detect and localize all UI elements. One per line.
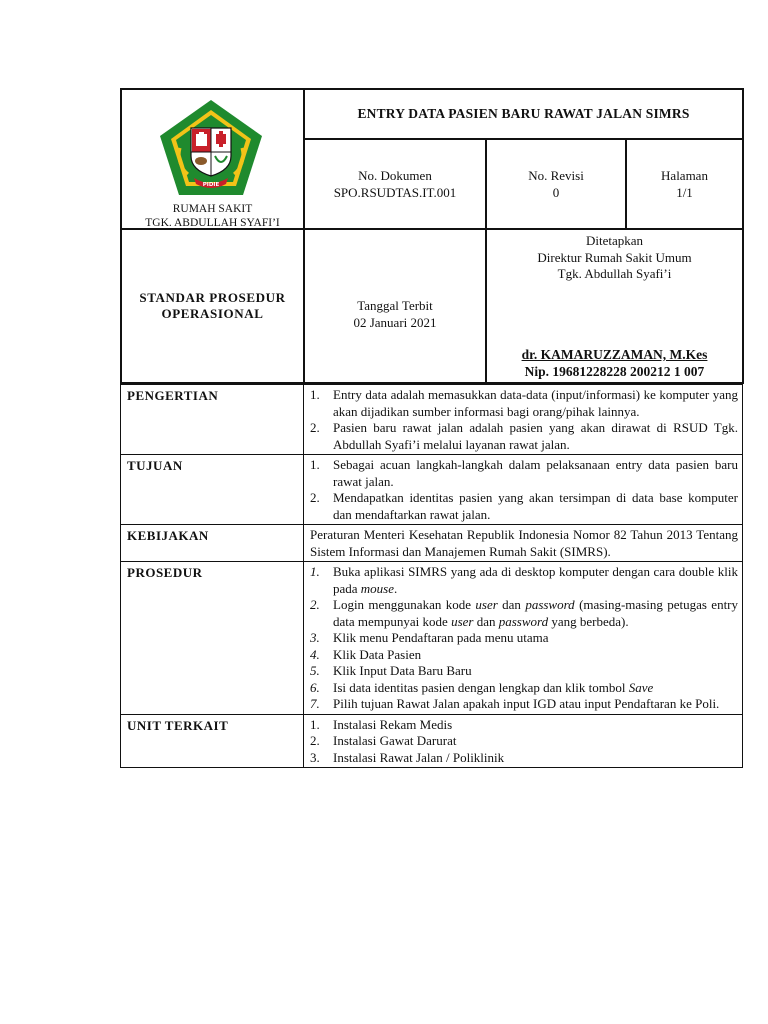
ditetapkan-cell (486, 229, 743, 383)
list-item: 5. Klik Input Data Baru Baru (310, 663, 472, 678)
tanggal-terbit-label: Tanggal Terbit (357, 298, 433, 313)
list-item: 4. Klik Data Pasien (310, 646, 422, 662)
pengertian-label: PENGERTIAN (121, 385, 304, 455)
list-item: 3. Klik menu Pendaftaran pada menu utama (310, 630, 549, 645)
section-tujuan (121, 455, 743, 525)
spo-label-line2: OPERASIONAL (161, 306, 264, 321)
no-revisi-value: 0 (552, 184, 560, 200)
logo-cell (121, 89, 304, 229)
halaman-cell (626, 139, 743, 229)
logo-banner-text: PIDIE (202, 182, 220, 188)
section-kebijakan (121, 525, 743, 562)
list-item: 1. Sebagai acuan langkah-langkah dalam pelaksanaan entry data pasien baru rawat jalan. (310, 457, 738, 489)
section-prosedur (121, 562, 743, 715)
list-item: 2. Mendapatkan identitas pasien yang akan tersimpan di data base komputer dan mendaftarkan rawat jalan. (310, 490, 738, 522)
tanggal-terbit-cell (304, 229, 486, 383)
direktur-line2: Tgk. Abdullah Syafi’i (557, 266, 672, 281)
document-title: ENTRY DATA PASIEN BARU RAWAT JALAN SIMRS (357, 105, 690, 121)
list-item: 1. Buka aplikasi SIMRS yang ada di desktop komputer dengan cara double klik pada mouse. (310, 564, 738, 596)
no-dokumen-cell (304, 139, 486, 229)
tujuan-label: TUJUAN (121, 455, 304, 525)
no-revisi-cell (486, 139, 626, 229)
list-item: 3. Instalasi Rawat Jalan / Poliklinik (310, 749, 505, 765)
list-item: 1. Instalasi Rekam Medis (310, 716, 453, 732)
signer-name: dr. KAMARUZZAMAN, M.Kes (521, 347, 708, 362)
no-dokumen-value: SPO.RSUDTAS.IT.001 (333, 184, 457, 200)
spo-label-line1: STANDAR PROSEDUR (139, 289, 286, 305)
section-unit-terkait (121, 714, 743, 768)
kebijakan-label: KEBIJAKAN (121, 525, 304, 562)
body-table (120, 384, 743, 768)
section-pengertian (121, 385, 743, 455)
halaman-label: Halaman (661, 168, 708, 183)
spo-document (120, 88, 742, 768)
prosedur-label: PROSEDUR (121, 562, 304, 715)
spo-label-cell (121, 229, 304, 383)
hospital-logo (158, 98, 264, 198)
list-item: 6. Isi data identitas pasien dengan lengkap dan klik tombol Save (310, 679, 654, 695)
hospital-name-line1: RUMAH SAKIT (172, 203, 253, 215)
kebijakan-text: Peraturan Menteri Kesehatan Republik Indonesia Nomor 82 Tahun 2013 Tentang Sistem Informasi dan Manajemen Rumah Sakit (SIMRS). (304, 525, 743, 562)
halaman-value: 1/1 (676, 184, 693, 200)
unit-terkait-label: UNIT TERKAIT (121, 714, 304, 768)
document-title-cell (304, 89, 743, 139)
list-item: 2. Login menggunakan kode user dan password (masing-masing petugas entry data mempunyai kode user dan password yang berbeda). (310, 597, 739, 629)
direktur-line1: Direktur Rumah Sakit Umum (537, 249, 692, 265)
list-item: 2. Instalasi Gawat Darurat (310, 733, 457, 748)
header-table (120, 88, 744, 384)
tanggal-terbit-value: 02 Januari 2021 (353, 314, 437, 330)
no-dokumen-label: No. Dokumen (358, 168, 432, 183)
pentagon-emblem-icon (158, 98, 264, 198)
list-item: 1. Entry data adalah memasukkan data-data (input/informasi) ke komputer yang akan dijadikan sumber informasi bagi orang/pihak lainnya. (310, 387, 738, 419)
list-item: 7. Pilih tujuan Rawat Jalan apakah input IGD atau input Pendaftaran ke Poli. (310, 696, 720, 711)
no-revisi-label: No. Revisi (528, 168, 584, 183)
hospital-name-line2: TGK. ABDULLAH SYAFI’I (145, 217, 280, 229)
signer-nip: Nip. 19681228228 200212 1 007 (524, 363, 705, 379)
list-item: 2. Pasien baru rawat jalan adalah pasien yang akan dirawat di RSUD Tgk. Abdullah Syafi’i melalui layanan rawat jalan. (310, 420, 738, 452)
ditetapkan-label: Ditetapkan (585, 233, 644, 248)
